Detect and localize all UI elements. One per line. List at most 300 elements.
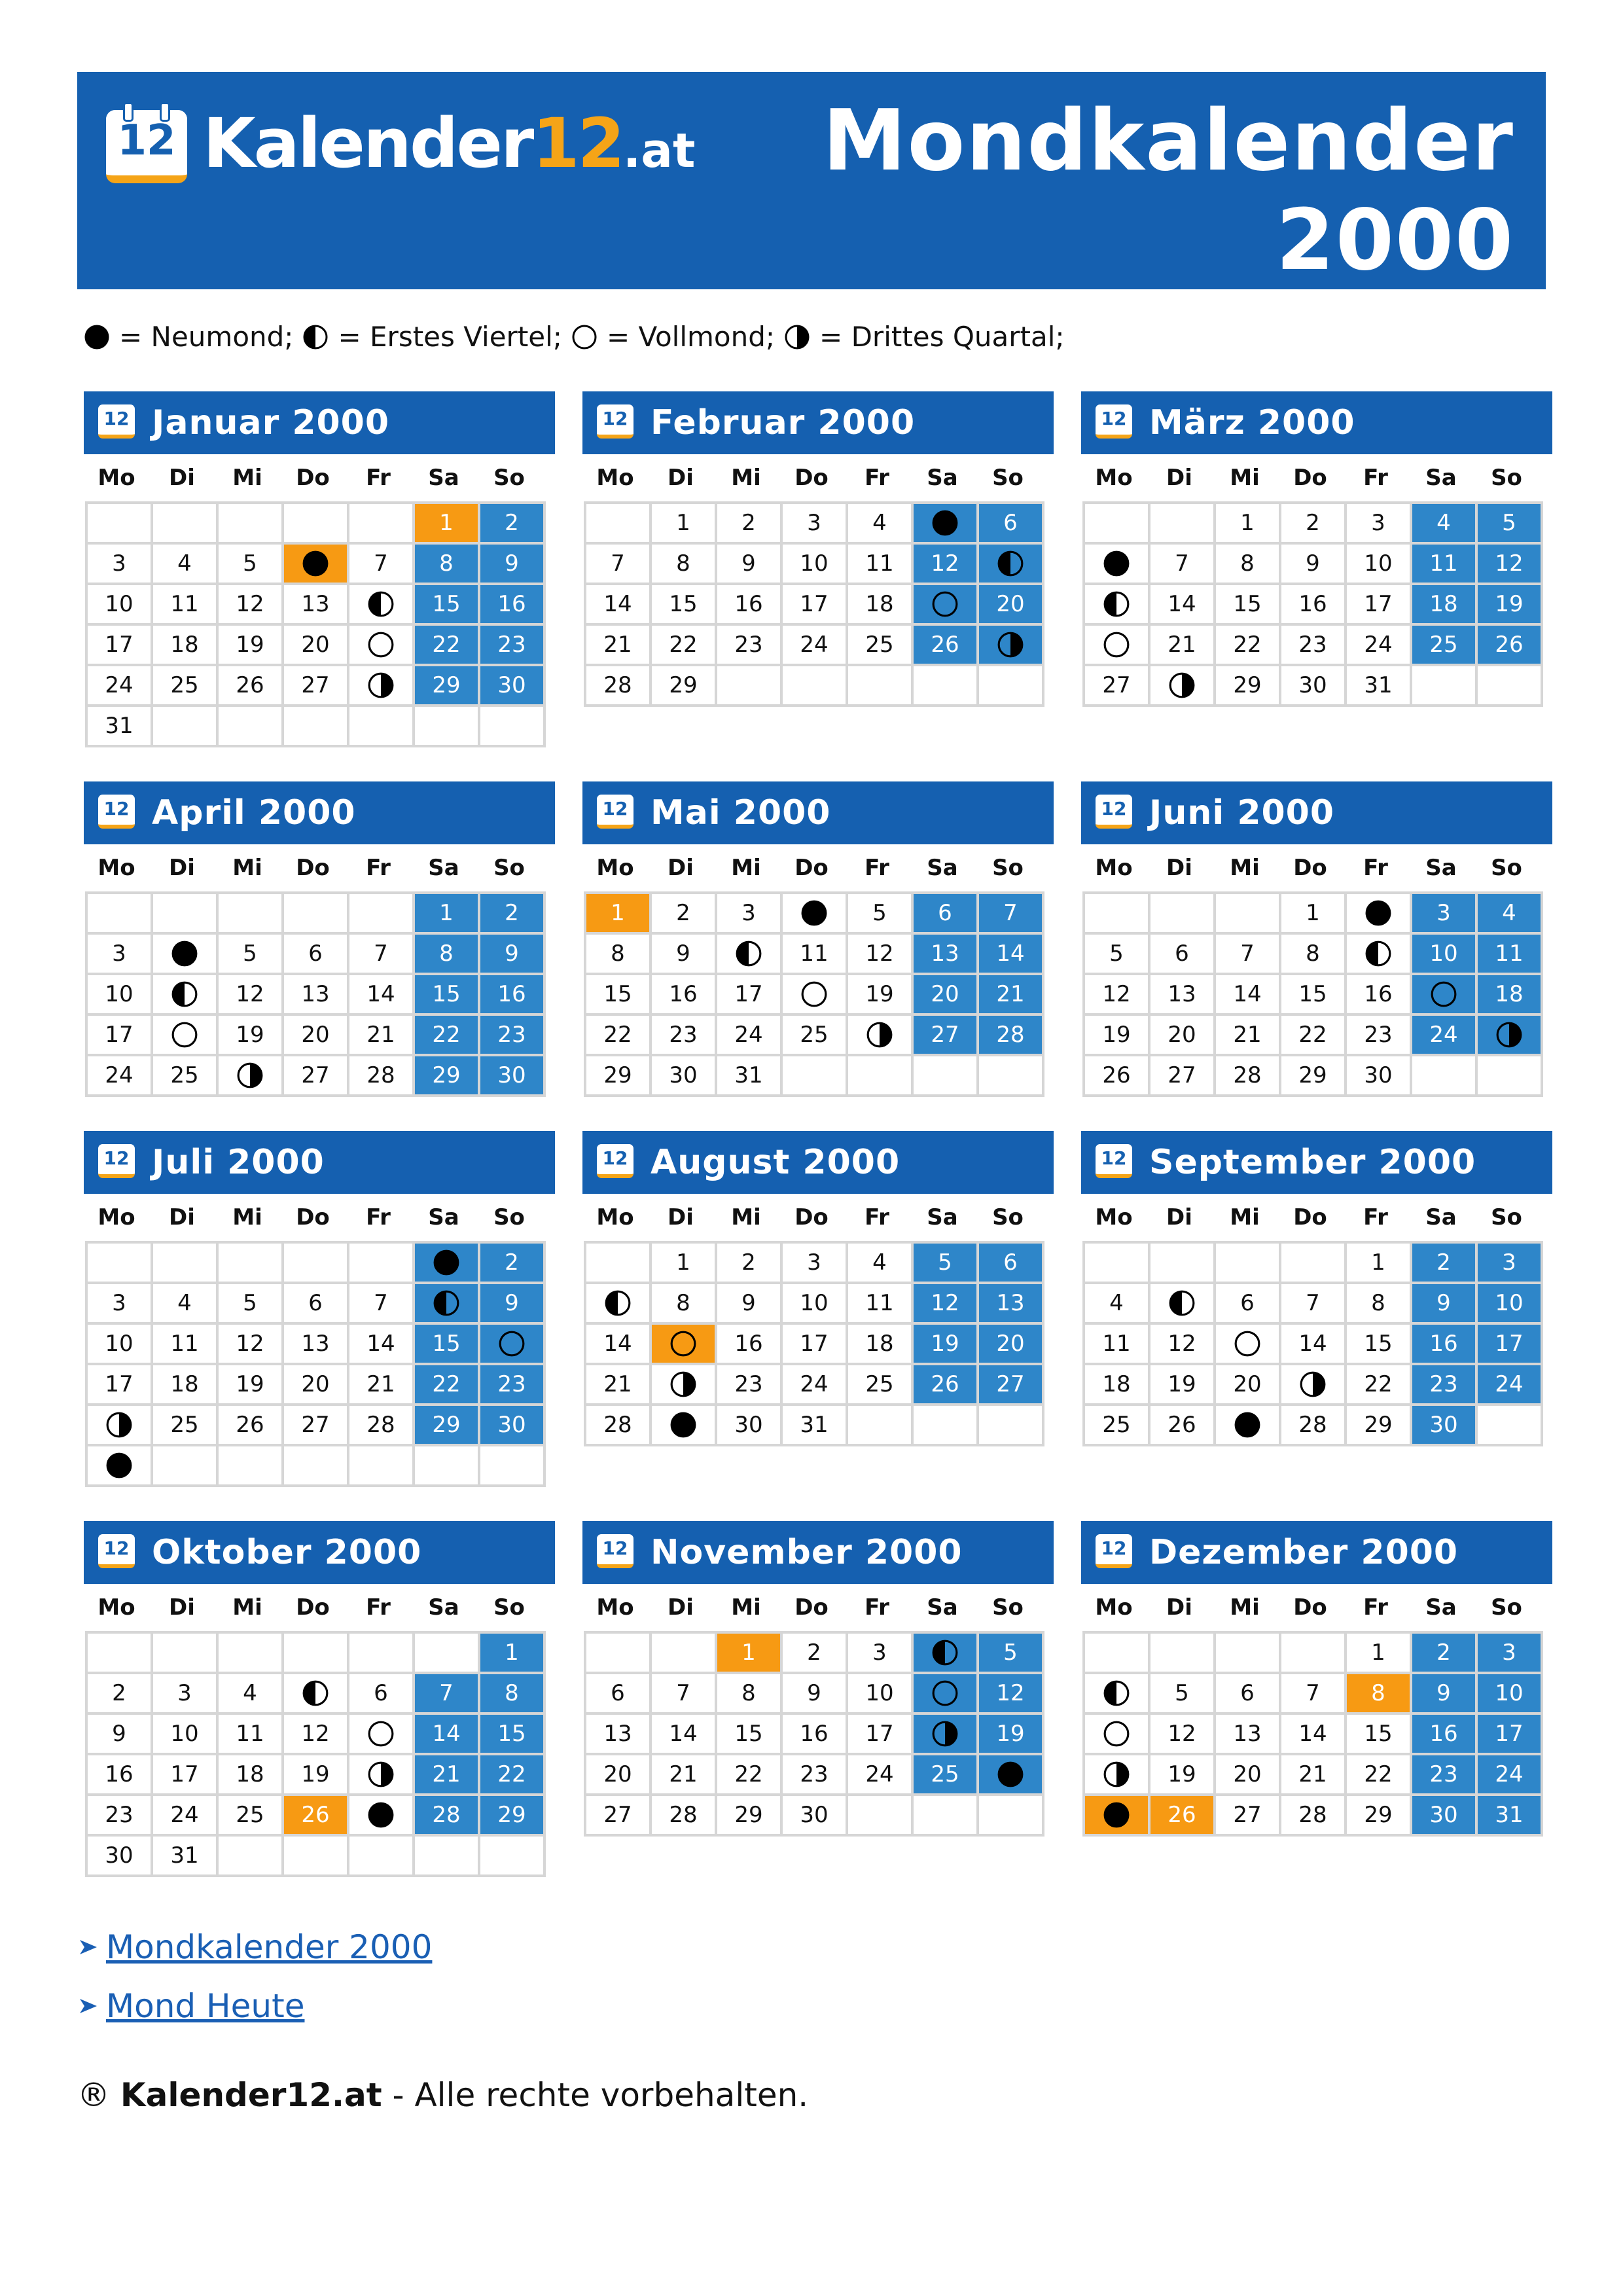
day-cell[interactable]	[1478, 626, 1543, 666]
day-cell[interactable]	[1281, 504, 1347, 545]
day-cell[interactable]	[1216, 666, 1281, 707]
day-cell[interactable]	[979, 935, 1044, 975]
day-cell[interactable]	[219, 1796, 284, 1837]
day-cell[interactable]	[848, 585, 914, 626]
day-cell[interactable]	[219, 975, 284, 1016]
day-cell[interactable]	[1216, 545, 1281, 585]
day-cell[interactable]	[88, 1796, 153, 1837]
day-cell[interactable]	[219, 1406, 284, 1446]
day-cell[interactable]	[979, 894, 1044, 935]
day-cell[interactable]	[1281, 1406, 1347, 1446]
day-cell[interactable]	[717, 1056, 783, 1097]
day-cell[interactable]	[1412, 1325, 1478, 1365]
day-cell[interactable]	[1085, 1325, 1150, 1365]
day-cell[interactable]	[415, 894, 480, 935]
day-cell[interactable]	[979, 626, 1044, 666]
day-cell[interactable]	[1281, 894, 1347, 935]
day-cell[interactable]	[783, 545, 848, 585]
day-cell[interactable]	[1150, 1284, 1216, 1325]
day-cell[interactable]	[1412, 1674, 1478, 1715]
day-cell[interactable]	[1347, 545, 1412, 585]
day-cell[interactable]	[914, 1325, 979, 1365]
day-cell[interactable]	[1281, 1755, 1347, 1796]
day-cell[interactable]	[914, 1016, 979, 1056]
day-cell[interactable]	[1347, 1715, 1412, 1755]
day-cell[interactable]	[480, 504, 546, 545]
day-cell[interactable]	[914, 1755, 979, 1796]
day-cell[interactable]	[284, 935, 349, 975]
day-cell[interactable]	[88, 707, 153, 747]
day-cell[interactable]	[914, 1634, 979, 1674]
day-cell[interactable]	[480, 666, 546, 707]
day-cell[interactable]	[1085, 585, 1150, 626]
day-cell[interactable]	[1085, 975, 1150, 1016]
day-cell[interactable]	[153, 1796, 219, 1837]
day-cell[interactable]	[979, 1016, 1044, 1056]
day-cell[interactable]	[783, 1284, 848, 1325]
day-cell[interactable]	[480, 1406, 546, 1446]
day-cell[interactable]	[1216, 1715, 1281, 1755]
day-cell[interactable]	[652, 1056, 717, 1097]
day-cell[interactable]	[415, 1325, 480, 1365]
day-cell[interactable]	[284, 1016, 349, 1056]
day-cell[interactable]	[1347, 935, 1412, 975]
day-cell[interactable]	[153, 1715, 219, 1755]
day-cell[interactable]	[1412, 1365, 1478, 1406]
day-cell[interactable]	[219, 1056, 284, 1097]
day-cell[interactable]	[219, 666, 284, 707]
day-cell[interactable]	[480, 935, 546, 975]
day-cell[interactable]	[284, 1796, 349, 1837]
day-cell[interactable]	[480, 1365, 546, 1406]
day-cell[interactable]	[415, 975, 480, 1016]
day-cell[interactable]	[783, 1244, 848, 1284]
day-cell[interactable]	[349, 545, 415, 585]
day-cell[interactable]	[1216, 1755, 1281, 1796]
day-cell[interactable]	[1281, 1674, 1347, 1715]
day-cell[interactable]	[415, 1715, 480, 1755]
day-cell[interactable]	[848, 1674, 914, 1715]
day-cell[interactable]	[848, 1715, 914, 1755]
day-cell[interactable]	[1085, 626, 1150, 666]
day-cell[interactable]	[349, 585, 415, 626]
day-cell[interactable]	[1412, 1284, 1478, 1325]
day-cell[interactable]	[1478, 1755, 1543, 1796]
day-cell[interactable]	[153, 1016, 219, 1056]
day-cell[interactable]	[1085, 1796, 1150, 1837]
day-cell[interactable]	[652, 1244, 717, 1284]
day-cell[interactable]	[1281, 975, 1347, 1016]
day-cell[interactable]	[1281, 666, 1347, 707]
day-cell[interactable]	[717, 1406, 783, 1446]
day-cell[interactable]	[480, 1016, 546, 1056]
day-cell[interactable]	[979, 545, 1044, 585]
day-cell[interactable]	[586, 1284, 652, 1325]
day-cell[interactable]	[652, 504, 717, 545]
day-cell[interactable]	[717, 1674, 783, 1715]
day-cell[interactable]	[1347, 504, 1412, 545]
day-cell[interactable]	[1347, 666, 1412, 707]
day-cell[interactable]	[979, 1365, 1044, 1406]
day-cell[interactable]	[1412, 1244, 1478, 1284]
day-cell[interactable]	[1347, 1796, 1412, 1837]
day-cell[interactable]	[1281, 1796, 1347, 1837]
day-cell[interactable]	[586, 585, 652, 626]
day-cell[interactable]	[717, 504, 783, 545]
day-cell[interactable]	[1412, 1016, 1478, 1056]
day-cell[interactable]	[153, 545, 219, 585]
day-cell[interactable]	[88, 545, 153, 585]
link-mond-heute[interactable]: Mond Heute	[106, 1987, 305, 2025]
day-cell[interactable]	[284, 1715, 349, 1755]
day-cell[interactable]	[88, 935, 153, 975]
day-cell[interactable]	[586, 1325, 652, 1365]
day-cell[interactable]	[415, 1674, 480, 1715]
day-cell[interactable]	[88, 1715, 153, 1755]
day-cell[interactable]	[914, 894, 979, 935]
day-cell[interactable]	[783, 1365, 848, 1406]
day-cell[interactable]	[914, 1365, 979, 1406]
day-cell[interactable]	[349, 1715, 415, 1755]
day-cell[interactable]	[586, 894, 652, 935]
day-cell[interactable]	[284, 1406, 349, 1446]
day-cell[interactable]	[1216, 1056, 1281, 1097]
day-cell[interactable]	[349, 1016, 415, 1056]
day-cell[interactable]	[652, 1755, 717, 1796]
day-cell[interactable]	[88, 1674, 153, 1715]
day-cell[interactable]	[652, 626, 717, 666]
day-cell[interactable]	[1150, 1755, 1216, 1796]
day-cell[interactable]	[1478, 975, 1543, 1016]
day-cell[interactable]	[219, 1016, 284, 1056]
day-cell[interactable]	[480, 1056, 546, 1097]
day-cell[interactable]	[480, 1284, 546, 1325]
day-cell[interactable]	[1150, 1056, 1216, 1097]
day-cell[interactable]	[284, 1674, 349, 1715]
day-cell[interactable]	[219, 1365, 284, 1406]
day-cell[interactable]	[652, 666, 717, 707]
day-cell[interactable]	[717, 1365, 783, 1406]
day-cell[interactable]	[1478, 1715, 1543, 1755]
day-cell[interactable]	[1150, 1674, 1216, 1715]
day-cell[interactable]	[586, 935, 652, 975]
day-cell[interactable]	[1085, 1755, 1150, 1796]
day-cell[interactable]	[415, 935, 480, 975]
day-cell[interactable]	[415, 545, 480, 585]
day-cell[interactable]	[717, 626, 783, 666]
day-cell[interactable]	[1085, 1365, 1150, 1406]
day-cell[interactable]	[1281, 626, 1347, 666]
day-cell[interactable]	[1478, 1244, 1543, 1284]
day-cell[interactable]	[1347, 894, 1412, 935]
day-cell[interactable]	[717, 545, 783, 585]
day-cell[interactable]	[717, 935, 783, 975]
day-cell[interactable]	[783, 504, 848, 545]
day-cell[interactable]	[848, 1016, 914, 1056]
day-cell[interactable]	[1412, 1755, 1478, 1796]
day-cell[interactable]	[1281, 1056, 1347, 1097]
day-cell[interactable]	[652, 1325, 717, 1365]
day-cell[interactable]	[153, 666, 219, 707]
day-cell[interactable]	[1478, 1674, 1543, 1715]
day-cell[interactable]	[1216, 585, 1281, 626]
day-cell[interactable]	[349, 1755, 415, 1796]
day-cell[interactable]	[284, 545, 349, 585]
day-cell[interactable]	[652, 1406, 717, 1446]
day-cell[interactable]	[1347, 1674, 1412, 1715]
day-cell[interactable]	[979, 1325, 1044, 1365]
day-cell[interactable]	[1216, 1406, 1281, 1446]
day-cell[interactable]	[914, 545, 979, 585]
day-cell[interactable]	[219, 545, 284, 585]
day-cell[interactable]	[1281, 1715, 1347, 1755]
day-cell[interactable]	[1478, 504, 1543, 545]
day-cell[interactable]	[783, 1755, 848, 1796]
day-cell[interactable]	[415, 1284, 480, 1325]
day-cell[interactable]	[1216, 1284, 1281, 1325]
day-cell[interactable]	[1478, 1365, 1543, 1406]
day-cell[interactable]	[219, 1325, 284, 1365]
day-cell[interactable]	[480, 1674, 546, 1715]
day-cell[interactable]	[88, 1755, 153, 1796]
day-cell[interactable]	[1216, 1674, 1281, 1715]
day-cell[interactable]	[1216, 626, 1281, 666]
day-cell[interactable]	[717, 1715, 783, 1755]
day-cell[interactable]	[349, 666, 415, 707]
day-cell[interactable]	[586, 1674, 652, 1715]
day-cell[interactable]	[783, 1715, 848, 1755]
day-cell[interactable]	[652, 1715, 717, 1755]
day-cell[interactable]	[914, 935, 979, 975]
day-cell[interactable]	[1150, 626, 1216, 666]
day-cell[interactable]	[1281, 545, 1347, 585]
day-cell[interactable]	[783, 894, 848, 935]
day-cell[interactable]	[88, 626, 153, 666]
day-cell[interactable]	[480, 1796, 546, 1837]
day-cell[interactable]	[480, 894, 546, 935]
day-cell[interactable]	[349, 1284, 415, 1325]
day-cell[interactable]	[1216, 935, 1281, 975]
day-cell[interactable]	[1478, 935, 1543, 975]
day-cell[interactable]	[88, 975, 153, 1016]
day-cell[interactable]	[914, 1244, 979, 1284]
day-cell[interactable]	[652, 1016, 717, 1056]
day-cell[interactable]	[1347, 1056, 1412, 1097]
day-cell[interactable]	[1412, 1634, 1478, 1674]
day-cell[interactable]	[1347, 1325, 1412, 1365]
day-cell[interactable]	[586, 1755, 652, 1796]
day-cell[interactable]	[284, 626, 349, 666]
day-cell[interactable]	[979, 1634, 1044, 1674]
day-cell[interactable]	[1216, 1325, 1281, 1365]
day-cell[interactable]	[1412, 975, 1478, 1016]
day-cell[interactable]	[153, 1365, 219, 1406]
day-cell[interactable]	[586, 975, 652, 1016]
day-cell[interactable]	[88, 1284, 153, 1325]
day-cell[interactable]	[284, 1284, 349, 1325]
day-cell[interactable]	[415, 1056, 480, 1097]
day-cell[interactable]	[1347, 626, 1412, 666]
day-cell[interactable]	[1347, 1406, 1412, 1446]
day-cell[interactable]	[717, 975, 783, 1016]
day-cell[interactable]	[848, 626, 914, 666]
day-cell[interactable]	[848, 1365, 914, 1406]
day-cell[interactable]	[848, 1634, 914, 1674]
day-cell[interactable]	[1412, 894, 1478, 935]
day-cell[interactable]	[415, 504, 480, 545]
day-cell[interactable]	[1347, 1016, 1412, 1056]
day-cell[interactable]	[415, 585, 480, 626]
day-cell[interactable]	[415, 1406, 480, 1446]
day-cell[interactable]	[284, 1365, 349, 1406]
day-cell[interactable]	[284, 1755, 349, 1796]
day-cell[interactable]	[1150, 1796, 1216, 1837]
day-cell[interactable]	[415, 1755, 480, 1796]
day-cell[interactable]	[415, 1365, 480, 1406]
day-cell[interactable]	[979, 975, 1044, 1016]
day-cell[interactable]	[1085, 1715, 1150, 1755]
day-cell[interactable]	[979, 585, 1044, 626]
day-cell[interactable]	[480, 626, 546, 666]
day-cell[interactable]	[979, 504, 1044, 545]
day-cell[interactable]	[88, 1365, 153, 1406]
day-cell[interactable]	[284, 1325, 349, 1365]
day-cell[interactable]	[1412, 1406, 1478, 1446]
day-cell[interactable]	[153, 585, 219, 626]
day-cell[interactable]	[1216, 1796, 1281, 1837]
day-cell[interactable]	[783, 1406, 848, 1446]
day-cell[interactable]	[848, 935, 914, 975]
day-cell[interactable]	[153, 1406, 219, 1446]
day-cell[interactable]	[783, 626, 848, 666]
day-cell[interactable]	[219, 1674, 284, 1715]
day-cell[interactable]	[914, 585, 979, 626]
day-cell[interactable]	[88, 1016, 153, 1056]
day-cell[interactable]	[652, 1796, 717, 1837]
day-cell[interactable]	[219, 1715, 284, 1755]
day-cell[interactable]	[586, 626, 652, 666]
day-cell[interactable]	[1150, 1325, 1216, 1365]
day-cell[interactable]	[153, 975, 219, 1016]
day-cell[interactable]	[480, 1244, 546, 1284]
day-cell[interactable]	[1347, 1284, 1412, 1325]
day-cell[interactable]	[1085, 1284, 1150, 1325]
day-cell[interactable]	[586, 545, 652, 585]
day-cell[interactable]	[783, 1325, 848, 1365]
day-cell[interactable]	[914, 1715, 979, 1755]
day-cell[interactable]	[979, 1674, 1044, 1715]
day-cell[interactable]	[586, 1796, 652, 1837]
day-cell[interactable]	[652, 585, 717, 626]
day-cell[interactable]	[652, 894, 717, 935]
day-cell[interactable]	[652, 935, 717, 975]
day-cell[interactable]	[349, 1674, 415, 1715]
day-cell[interactable]	[1478, 545, 1543, 585]
day-cell[interactable]	[586, 1056, 652, 1097]
day-cell[interactable]	[480, 585, 546, 626]
day-cell[interactable]	[848, 545, 914, 585]
day-cell[interactable]	[1412, 626, 1478, 666]
day-cell[interactable]	[88, 1325, 153, 1365]
day-cell[interactable]	[783, 1796, 848, 1837]
day-cell[interactable]	[1085, 666, 1150, 707]
day-cell[interactable]	[586, 1406, 652, 1446]
day-cell[interactable]	[1412, 935, 1478, 975]
day-cell[interactable]	[783, 975, 848, 1016]
day-cell[interactable]	[717, 1796, 783, 1837]
day-cell[interactable]	[349, 1056, 415, 1097]
day-cell[interactable]	[1347, 585, 1412, 626]
day-cell[interactable]	[1216, 504, 1281, 545]
day-cell[interactable]	[349, 975, 415, 1016]
day-cell[interactable]	[652, 545, 717, 585]
day-cell[interactable]	[1281, 1325, 1347, 1365]
day-cell[interactable]	[1216, 1016, 1281, 1056]
day-cell[interactable]	[652, 975, 717, 1016]
day-cell[interactable]	[88, 585, 153, 626]
day-cell[interactable]	[153, 1325, 219, 1365]
day-cell[interactable]	[480, 1755, 546, 1796]
day-cell[interactable]	[480, 1634, 546, 1674]
day-cell[interactable]	[88, 666, 153, 707]
day-cell[interactable]	[1150, 585, 1216, 626]
day-cell[interactable]	[652, 1674, 717, 1715]
day-cell[interactable]	[717, 1325, 783, 1365]
day-cell[interactable]	[88, 1446, 153, 1487]
site-logo[interactable]	[203, 103, 695, 183]
day-cell[interactable]	[717, 1634, 783, 1674]
day-cell[interactable]	[153, 935, 219, 975]
day-cell[interactable]	[1347, 1755, 1412, 1796]
day-cell[interactable]	[914, 504, 979, 545]
day-cell[interactable]	[1412, 1796, 1478, 1837]
day-cell[interactable]	[1412, 504, 1478, 545]
day-cell[interactable]	[1150, 1365, 1216, 1406]
day-cell[interactable]	[848, 975, 914, 1016]
day-cell[interactable]	[783, 1016, 848, 1056]
day-cell[interactable]	[1478, 1016, 1543, 1056]
day-cell[interactable]	[586, 1016, 652, 1056]
day-cell[interactable]	[1281, 1284, 1347, 1325]
day-cell[interactable]	[349, 1325, 415, 1365]
day-cell[interactable]	[1085, 935, 1150, 975]
day-cell[interactable]	[153, 1056, 219, 1097]
day-cell[interactable]	[717, 894, 783, 935]
day-cell[interactable]	[219, 935, 284, 975]
day-cell[interactable]	[979, 1244, 1044, 1284]
day-cell[interactable]	[717, 1755, 783, 1796]
day-cell[interactable]	[1412, 1715, 1478, 1755]
day-cell[interactable]	[848, 1755, 914, 1796]
day-cell[interactable]	[284, 585, 349, 626]
day-cell[interactable]	[1216, 1365, 1281, 1406]
day-cell[interactable]	[652, 1284, 717, 1325]
day-cell[interactable]	[88, 1056, 153, 1097]
day-cell[interactable]	[652, 1365, 717, 1406]
day-cell[interactable]	[717, 1016, 783, 1056]
day-cell[interactable]	[979, 1284, 1044, 1325]
day-cell[interactable]	[848, 1284, 914, 1325]
day-cell[interactable]	[1347, 1365, 1412, 1406]
day-cell[interactable]	[1085, 1016, 1150, 1056]
day-cell[interactable]	[1085, 1674, 1150, 1715]
day-cell[interactable]	[219, 626, 284, 666]
day-cell[interactable]	[914, 975, 979, 1016]
day-cell[interactable]	[153, 1755, 219, 1796]
day-cell[interactable]	[349, 1365, 415, 1406]
day-cell[interactable]	[1150, 545, 1216, 585]
day-cell[interactable]	[219, 1755, 284, 1796]
